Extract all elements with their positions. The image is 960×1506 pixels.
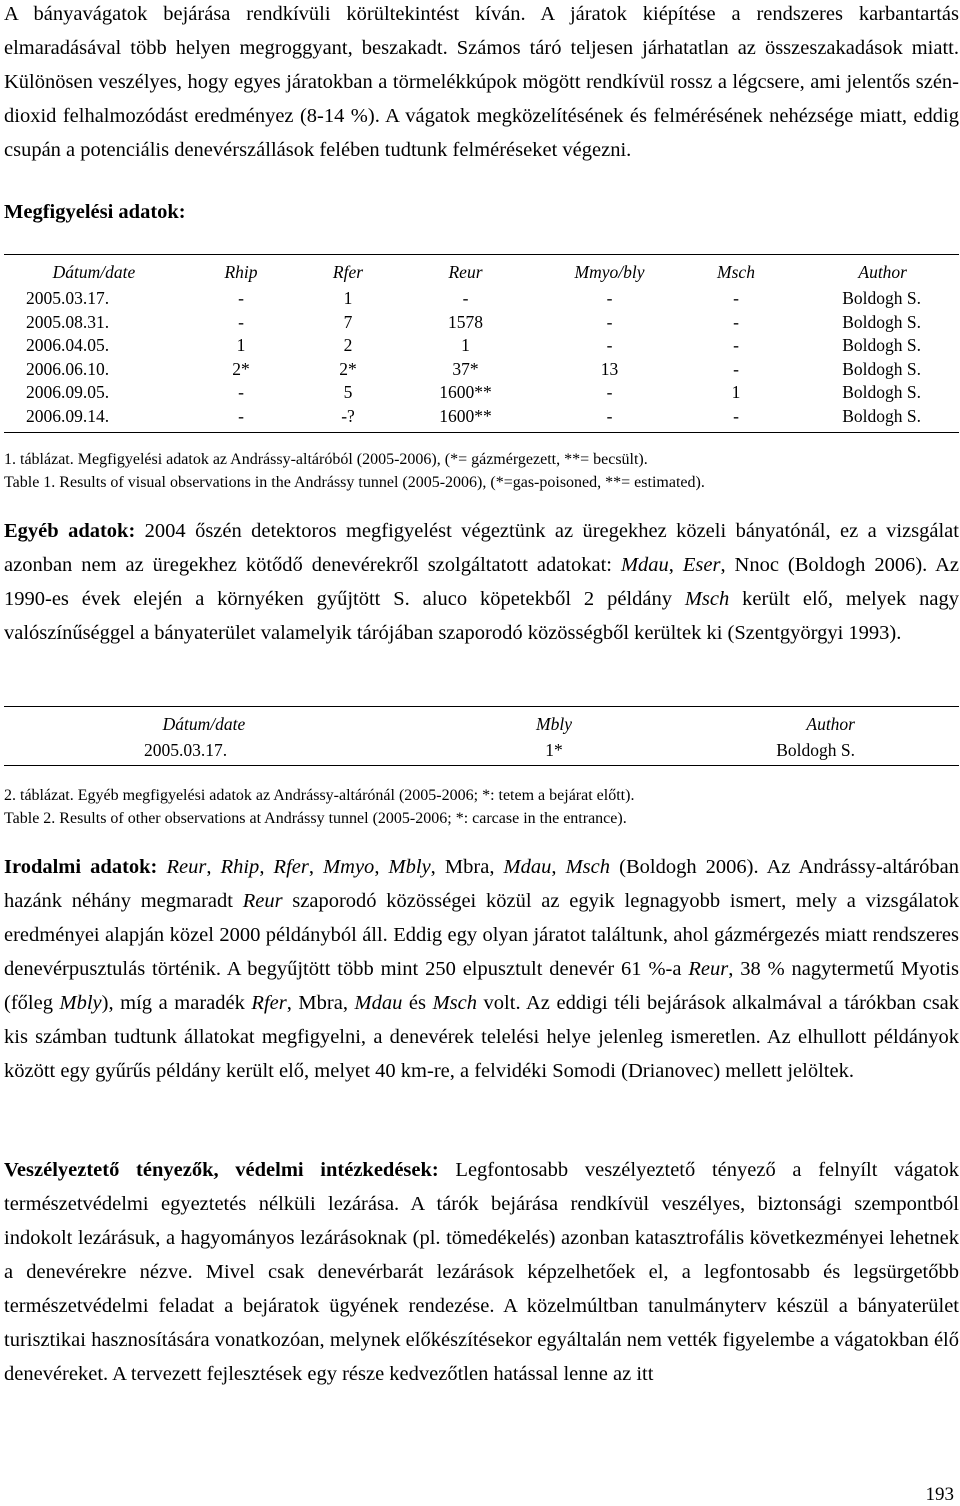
table1-bottom-rule	[4, 432, 959, 433]
species-abbrev: Mdau	[503, 856, 552, 878]
table-cell: -	[238, 405, 244, 426]
column-header: Author	[858, 261, 907, 282]
table-cell: -	[733, 288, 739, 309]
table1-top-rule	[4, 254, 959, 255]
table-cell: -	[606, 311, 613, 332]
species-abbrev: Reur	[242, 890, 283, 912]
text-run: Legfontosabb veszélyeztető tényező a felnyílt vágatok természetvédelmi egyeztetés nélküli lezárása. A tárók bejárása rendkívül veszélyes, biztonsági szempontból indokolt lezárásuk, a hagyományos lezárásoknak (pl. tömedékelés) azonban katasztrofális következményei lehetnek a denevérekre nézve. Mivel csak denevérbarát lezárások képzelhetőek el, a legfontosabb és legsürgetőbb természetvédelmi feladat a bejáratok ügyének rendezése. A közelmúltban tanulmányterv készül a bányaterület turisztikai hasznosítására vonatkozóan, melynek előkészítésekor egyáltalán nem vették figyelembe a vágatokban élő denevéreket. A tervezett fejlesztések egy része kedvezőtlen hatással lenne az itt	[4, 1159, 959, 1385]
column-header: Reur	[448, 261, 483, 282]
table-cell: 1	[731, 382, 741, 403]
text-run: ,	[668, 554, 683, 576]
table-cell: 2006.06.10.	[26, 358, 110, 379]
literature-paragraph: Irodalmi adatok: Reur, Rhip, Rfer, Mmyo, Mbly, Mbra, Mdau, Msch (Boldogh 2006). Az Andrássy-altáróban hazánk néhány megmaradt Reur szaporodó közösségei közül az egyik legnagyobb ismert, mely a vizsgálatok eredményei alapján közel 2000 példányból áll. Eddig egy olyan járatot találtunk, ahol gázmérgezés miatt rendszeres denevérpusztulás történik. A begyűjtött több mint 250 elpusztult denevér 61 %-a Reur, 38 % nagytermetű Myotis (főleg Mbly), míg a maradék Rfer, Mbra, Mdau és Msch volt. Az eddigi téli bejárások alkalmával a tárókban csak kis számban tudtunk állatokat megfigyelni, a denevérek telelési helye jelenleg ismeretlen. Az elhullott példányok között egy gyűrűs példány került elő, melyet 40 km-re, a felvidéki Somodi (Drianovec) mellett jelöltek.	[4, 856, 960, 1082]
table-cell: -	[733, 405, 739, 426]
table-cell: Boldogh S.	[842, 288, 921, 309]
species-abbrev: Mbly	[59, 992, 102, 1014]
table-cell: -	[733, 311, 739, 332]
column-header: Dátum/date	[162, 713, 246, 734]
species-abbrev: Reur	[688, 958, 729, 980]
table-cell: 1	[343, 288, 353, 309]
table-row	[4, 739, 959, 763]
table-cell: -	[238, 288, 244, 309]
text-run: került elő, melyek nagy valószínűséggel a bányaterület valamelyik tárójában szaporodó közösségből kerültek ki (Szentgyörgyi 1993).	[4, 588, 959, 644]
table-cell: 2005.03.17.	[144, 740, 228, 761]
table-cell: 1	[461, 335, 470, 356]
species-abbrev: Eser	[682, 554, 721, 576]
table-cell: 2005.08.31.	[26, 311, 110, 332]
table-cell: -	[606, 405, 613, 426]
observations-heading: Megfigyelési adatok:	[4, 201, 186, 223]
table-cell: 5	[343, 382, 353, 403]
table-cell: 1600**	[439, 405, 492, 426]
intro-paragraph: A bányavágatok bejárása rendkívüli körültekintést kíván. A járatok kiépítése a rendszeres karbantartás elmaradásával több helyen megroggyant, beszakadt. Számos táró teljesen járhatatlan az összeszakadások miatt. Különösen veszélyes, hogy egyes járatokban a törmelékkúpok mögött rendkívül rossz a légcsere, ami jelentős szén-dioxid felhalmozódást eredményez (8-14 %). A vágatok megközelítésének és felmérésének nehézsége miatt, eddig csupán a potenciális denevérszállások felében tudtunk felméréseket végezni.	[4, 3, 959, 161]
other-observations-table	[4, 709, 959, 763]
table-cell: 13	[600, 358, 619, 379]
observations-table	[4, 257, 959, 428]
table-row	[4, 405, 959, 429]
text-run: szaporodó közösségei közül az egyik legnagyobb ismert, mely a vizsgálatok eredményei alapján közel 2000 példányból áll. Eddig egy olyan járatot találtunk, ahol gázmérgezés miatt rendszeres denevérpusztulás történik. A begyűjtött több mint 250 elpusztult denevér 61 %-a	[4, 890, 959, 980]
table-cell: Boldogh S.	[842, 358, 921, 379]
table1-caption-hu: 1. táblázat. Megfigyelési adatok az Andrássy-altáróból (2005-2006), (*= gázmérgezett, **= becsült).	[4, 451, 648, 468]
table-cell: Boldogh S.	[842, 335, 921, 356]
table-cell: -	[733, 358, 739, 379]
species-abbrev: Rfer	[273, 856, 309, 878]
table-cell: -	[238, 382, 244, 403]
table-cell: 2006.09.05.	[26, 382, 110, 403]
table1-caption-en: Table 1. Results of visual observations in the Andrássy tunnel (2005-2006), (*=gas-poisoned, **= estimated).	[4, 474, 705, 491]
threats-paragraph	[4, 1153, 959, 1391]
table-cell: 2005.03.17.	[26, 288, 110, 309]
table2-bottom-rule	[4, 765, 959, 766]
table-row	[4, 381, 959, 405]
table-cell: Boldogh S.	[776, 740, 855, 761]
text-run: ), míg a maradék	[101, 992, 252, 1014]
column-header: Author	[806, 713, 855, 734]
table-cell: 1600**	[439, 382, 492, 403]
text-run: volt. Az eddigi téli bejárások alkalmával a tárókban csak kis számban tudtunk állatokat megfigyelni, a denevérek telelési helye jelenleg ismeretlen. Az elhullott példányok között egy gyűrűs példány került elő, melyet 40 km-re, a felvidéki Somodi (Drianovec) mellett jelöltek.	[4, 992, 960, 1082]
table-cell: 2006.09.14.	[26, 405, 110, 426]
species-abbrev: Msch	[565, 856, 611, 878]
species-abbrev: Rfer	[251, 992, 287, 1014]
column-header: Dátum/date	[52, 261, 136, 282]
column-header: Mbly	[536, 713, 572, 734]
table-header-row	[4, 257, 959, 287]
table-cell: -	[733, 335, 739, 356]
species-abbrev: Mdau	[354, 992, 403, 1014]
other-data-paragraph	[4, 514, 959, 650]
table-cell: 2*	[232, 358, 250, 379]
table-cell: -	[238, 311, 244, 332]
table2-caption-en: Table 2. Results of other observations at Andrássy tunnel (2005-2006; *: carcase in the entrance).	[4, 810, 627, 827]
table-cell: 1	[236, 335, 246, 356]
table-cell: Boldogh S.	[842, 405, 921, 426]
table-row	[4, 334, 959, 358]
table-cell: 37*	[452, 358, 479, 379]
table-cell: Boldogh S.	[842, 382, 921, 403]
table-cell: 2	[343, 335, 353, 356]
table-cell: Boldogh S.	[842, 311, 921, 332]
table-cell: -	[606, 288, 613, 309]
other-data-label: Egyéb adatok:	[4, 520, 136, 542]
species-abbrev: Msch	[684, 588, 730, 610]
text-run: 2004 őszén detektoros megfigyelést végeztünk az üregekhez közeli bányatónál, ez a vizsgálat azonban nem az üregekhez kötődő denevérekről szolgáltatott adatokat:	[4, 520, 959, 576]
table-cell: -?	[341, 405, 355, 426]
table-cell: 1*	[545, 740, 563, 761]
table2-caption-hu: 2. táblázat. Egyéb megfigyelési adatok az Andrássy-altárónál (2005-2006; *: tetem a bejárat előtt).	[4, 787, 635, 804]
species-abbrev: Reur	[166, 856, 207, 878]
literature-label: Irodalmi adatok:	[4, 856, 158, 878]
table-cell: 2006.04.05.	[26, 335, 110, 356]
text-run: , Nnoc (Boldogh 2006). Az 1990-es évek elején a környéken gyűjtött S. aluco köpetekből 2 példány	[4, 554, 960, 610]
table-cell: -	[606, 382, 613, 403]
text-run: Az Andrássy-altáróban hazánk néhány megmaradt	[4, 856, 960, 912]
column-header: Rfer	[332, 261, 364, 282]
threats-label: Veszélyeztető tényezők, védelmi intézkedések:	[4, 1159, 439, 1181]
column-header: Mmyo/bly	[574, 261, 645, 282]
column-header: Msch	[717, 261, 755, 282]
species-abbrev: Rhip	[220, 856, 260, 878]
table-cell: -	[462, 288, 469, 309]
species-abbrev: Mmyo	[323, 856, 375, 878]
species-abbrev: Mdau	[620, 554, 669, 576]
text-run: , 38 % nagytermetű Myotis (főleg	[4, 958, 960, 1014]
species-abbrev: Mbra	[298, 992, 343, 1014]
species-abbrev: Msch	[432, 992, 477, 1014]
table-row	[4, 287, 959, 311]
text-run: és	[402, 992, 433, 1014]
page-number: 193	[925, 1484, 954, 1505]
table-cell: 7	[343, 311, 353, 332]
table-row	[4, 311, 959, 335]
table-header-row	[4, 709, 959, 739]
species-abbrev: Mbly	[388, 856, 431, 878]
species-abbrev: Mbra	[444, 856, 490, 878]
table-row	[4, 358, 959, 382]
table-cell: 1578	[448, 311, 483, 332]
table2-top-rule	[4, 706, 959, 707]
table-cell: -	[606, 335, 613, 356]
table-cell: 2*	[339, 358, 357, 379]
citation: (Boldogh 2006).	[619, 856, 759, 878]
column-header: Rhip	[224, 261, 258, 282]
